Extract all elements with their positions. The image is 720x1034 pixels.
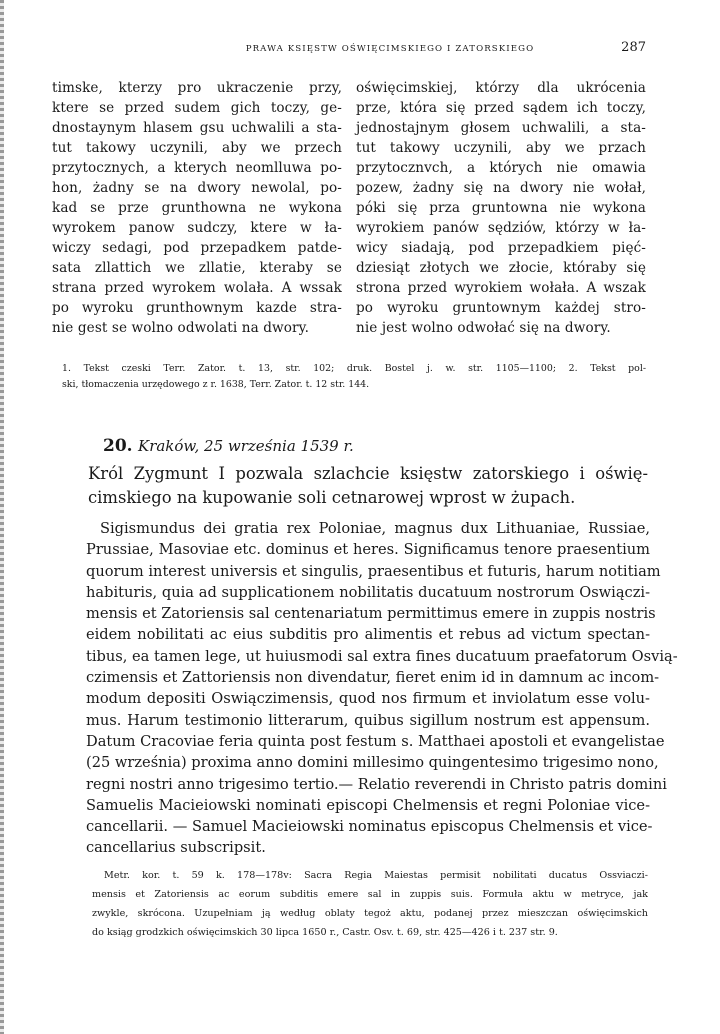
document-heading	[103, 436, 354, 456]
text-line: przytocznvch, a których nie omawia	[356, 160, 646, 176]
text-line: dnostaynym hlasem gsu uchwalili a sta-	[52, 120, 342, 136]
text-line: tut takowy uczynili, aby we przach	[356, 140, 646, 156]
document-regest	[88, 462, 648, 510]
binding-edge	[0, 0, 4, 1034]
text-line: Sigismundus dei gratia rex Poloniae, magnus dux Lithuaniae, Russiae,	[100, 520, 650, 537]
text-line: quorum interest universis et singulis, praesentibus et futuris, harum notitiam	[86, 562, 661, 580]
text-line: nie gest se wolno odwolati na dwory.	[52, 320, 310, 336]
text-line: mus. Harum testimonio litterarum, quibus sigillum nostrum est appensum.	[86, 711, 650, 729]
text-line: ktere se przed sudem gich toczy, ge-	[52, 100, 342, 116]
parallel-text-columns	[52, 78, 648, 350]
text-line: wyrokiem panów sędziów, którzy w ła-	[356, 220, 646, 236]
text-line: Datum Cracoviae feria quinta post festum s. Matthaei apostoli et evangelistae	[86, 732, 665, 750]
text-line: timske, kterzy pro ukraczenie przy,	[52, 80, 342, 96]
footnote-line: mensis et Zatoriensis ac eorum subditis emere sal in zuppis suis. Formuła aktu w metryce, jak	[92, 889, 648, 900]
text-line: habituris, quia ad supplicationem nobilitatis ducatuum nostrorum Oswiączi-	[86, 583, 650, 601]
text-line: prze, która się przed sądem ich toczy,	[356, 100, 646, 116]
text-line: regni nostri anno trigesimo tertio.— Relatio reverendi in Christo patris domini	[86, 775, 667, 793]
text-line: strana przed wyrokem wolała. A wssak	[52, 280, 342, 296]
text-line: Prussiae, Masoviae etc. dominus et heres. Significamus tenore praesentium	[86, 541, 650, 559]
text-line: sata zllattich we zllatie, kteraby se	[52, 260, 342, 276]
footnote-line: do ksiąg grodzkich oświęcimskich 30 lipca 1650 r., Castr. Osv. t. 69, str. 425—426 i t. 237 str. 9.	[92, 927, 558, 938]
czech-text-column	[52, 78, 342, 338]
text-line: po wyroku grunthownym kazde stra-	[52, 300, 342, 316]
text-line: hon, żadny se na dwory newolal, po-	[52, 180, 342, 196]
document-number: 20.	[103, 436, 133, 456]
text-line: cancellarius subscripsit.	[86, 839, 266, 857]
text-line: pozew, żadny się na dwory nie wołał,	[356, 180, 646, 196]
page-number: 287	[621, 40, 646, 55]
text-line: póki się prza gruntowna nie wykona	[356, 200, 646, 216]
text-line: tibus, ea tamen lege, ut huiusmodi sal extra fines ducatuum praefatorum Osvią-	[86, 647, 678, 665]
archival-footnote	[92, 866, 648, 942]
text-line: czimensis et Zattoriensis non divendatur, fieret enim id in damnum ac incom-	[86, 669, 660, 687]
text-line: cancellarii. — Samuel Macieiowski nominatus episcopus Chelmensis et vice-	[86, 818, 653, 836]
regest-line: Król Zygmunt I pozwala szlachcie księstw zatorskiego i oświę-	[88, 464, 648, 483]
text-line: wiczy sedagi, pod przepadkem patde-	[52, 240, 342, 256]
text-line: eidem nobilitati ac eius subditis pro alimentis et rebus ad victum spectan-	[86, 626, 650, 644]
text-line: dziesiąt złotych we złocie, któraby się	[356, 260, 646, 276]
text-line: oświęcimskiej, którzy dla ukrócenia	[356, 80, 646, 96]
text-line: kad se prze grunthowna ne wykona	[52, 200, 342, 216]
text-line: (25 września) proxima anno domini millesimo quingentesimo trigesimo nono,	[86, 754, 659, 772]
text-line: modum depositi Oswiączimensis, quod nos firmum et inviolatum esse volu-	[86, 690, 650, 708]
text-line: nie jest wolno odwołać się na dwory.	[356, 320, 611, 336]
text-line: tut takowy uczynili, aby we przech	[52, 140, 342, 156]
text-line: jednostajnym głosem uchwalili, a sta-	[356, 120, 646, 136]
source-footnote	[62, 361, 646, 393]
text-line: wyrokem panow sudczy, ktere w ła-	[52, 220, 342, 236]
regest-line: cimskiego na kupowanie soli cetnarowej wprost w żupach.	[88, 488, 576, 507]
text-line: wicy siadają, pod przepadkiem pięć-	[356, 240, 646, 256]
footnote-line: zwykle, skrócona. Uzupełniam ją według oblaty tegoż aktu, podanej przez mieszczan oświęcimskich	[92, 908, 648, 919]
text-line: Samuelis Macieiowski nominati episcopi Chelmensis et regni Poloniae vice-	[86, 796, 650, 814]
column-divider	[348, 78, 349, 350]
footnote-line: ski, tłomaczenia urzędowego z r. 1638, Terr. Zator. t. 12 str. 144.	[62, 379, 370, 390]
footnote-line: Metr. kor. t. 59 k. 178—178v: Sacra Regia Maiestas permisit nobilitati ducatus Ossviaczi-	[104, 870, 648, 881]
text-line: strona przed wyrokiem wołała. A wszak	[356, 280, 646, 296]
text-line: przytocznych, a kterych neomlluwa po-	[52, 160, 342, 176]
footnote-line: 1. Tekst czeski Terr. Zator. t. 13, str. 102; druk. Bostel j. w. str. 1105—1100; 2. Tekst pol-	[62, 363, 646, 374]
document-text	[86, 518, 678, 859]
polish-text-column	[356, 78, 646, 338]
running-title: PRAWA KSIĘSTW OŚWIĘCIMSKIEGO I ZATORSKIEGO	[245, 44, 535, 54]
running-head	[60, 40, 660, 60]
text-line: mensis et Zatoriensis sal centenariatum permittimus emere in zuppis nostris	[86, 605, 656, 623]
text-line: po wyroku gruntownym każdej stro-	[356, 300, 646, 316]
document-place-date: Kraków, 25 września 1539 r.	[137, 437, 354, 455]
